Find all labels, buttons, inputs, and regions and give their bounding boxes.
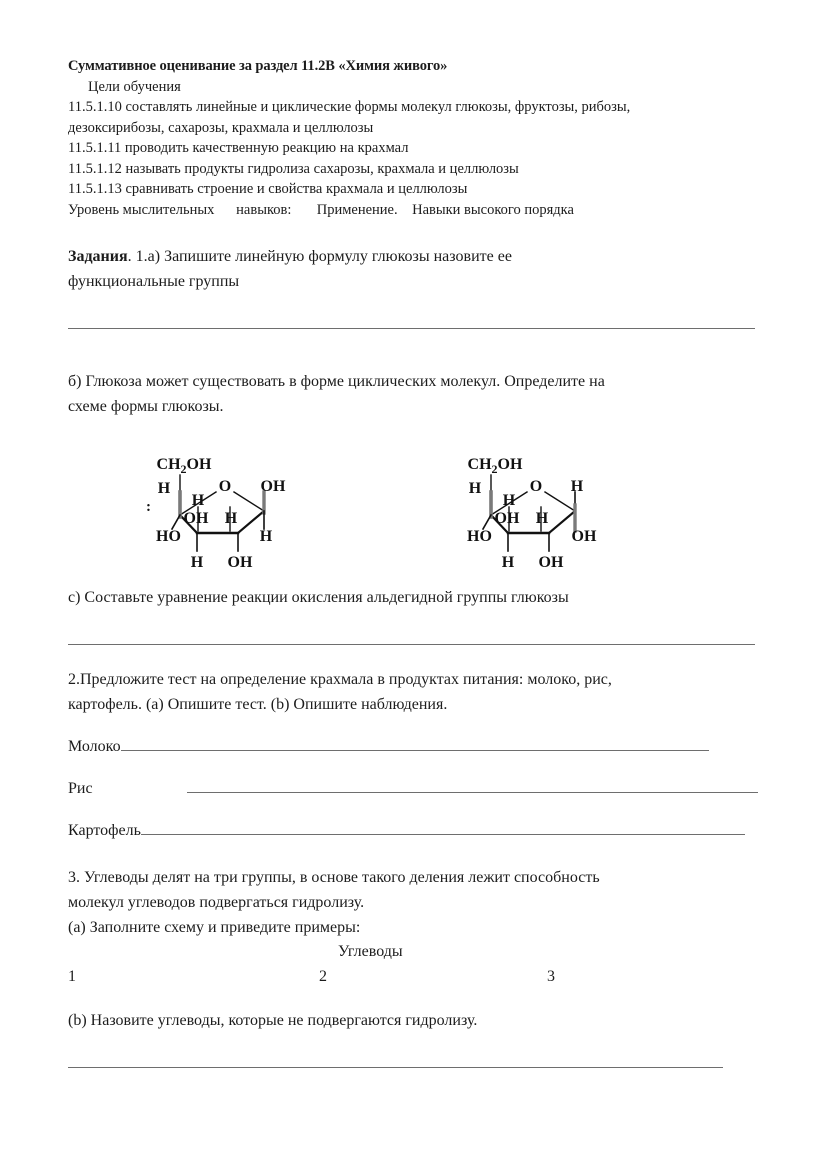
scheme-slot-1[interactable]: 1 (68, 968, 76, 985)
label-c3-h: H (190, 554, 204, 571)
objective-item: 11.5.1.13 сравнивать строение и свойства крахмала и целлюлозы (68, 181, 468, 197)
label-c5-h: H (468, 480, 482, 497)
label-c4-h: H (502, 492, 516, 509)
label-c2-oh: OH (538, 554, 564, 571)
label-c1-oh: OH (260, 478, 286, 495)
task-3b-prompt: (b) Назовите углеводы, которые не подвергаются гидролизу. (68, 1012, 478, 1029)
objective-item: 11.5.1.12 называть продукты гидролиза сахарозы, крахмала и целлюлозы (68, 160, 519, 177)
alpha-glucose-haworth-icon (142, 445, 302, 580)
task-3-line3: (a) Заполните схему и приведите примеры: (68, 919, 361, 936)
task-1a-line2: функциональные группы (68, 273, 240, 290)
label-c1-oh: OH (571, 528, 597, 545)
task-1a-line1 (68, 244, 758, 269)
label-c4-oh: OH (494, 510, 520, 527)
blank-input-potato[interactable] (141, 821, 745, 835)
objective-item: 11.5.1.10 составлять линейные и циклические формы молекул глюкозы, фруктозы, рибозы, (68, 99, 631, 115)
task-2-line2: картофель. (a) Опишите тест. (b) Опишите наблюдения. (68, 696, 448, 713)
label-ring-oxygen: O (529, 478, 543, 495)
document-title: Суммативное оценивание за раздел 11.2В «Химия живого» (68, 58, 448, 74)
blank-row-rice (68, 777, 758, 801)
blank-label-rice: Рис (68, 780, 93, 797)
answer-rule-3b (68, 1067, 723, 1068)
label-c3-h: H (501, 554, 515, 571)
task-3-line1: 3. Углеводы делят на три группы, в основе такого деления лежит способность (68, 869, 600, 886)
label-ch2oh: $CH_2OH$ (156, 456, 212, 476)
scheme-title: Углеводы (338, 943, 403, 960)
label-c2-oh: OH (227, 554, 253, 571)
blank-row-potato (68, 819, 758, 843)
blank-input-milk[interactable] (121, 737, 709, 751)
blank-label-milk: Молоко (68, 738, 121, 755)
label-c2-h: H (224, 510, 238, 527)
label-c2-h: H (535, 510, 549, 527)
blank-label-potato: Картофель (68, 822, 141, 839)
scheme-slot-3[interactable]: 3 (547, 968, 555, 985)
label-c4-h: H (191, 492, 205, 509)
label-c1-h: H (570, 478, 584, 495)
beta-glucose-haworth-icon (453, 445, 613, 580)
stray-colon-mark: : (146, 499, 151, 515)
scheme-number-row (68, 964, 758, 990)
scheme-header (68, 940, 758, 964)
label-ch2oh: $CH_2OH$ (467, 456, 523, 476)
blank-row-milk (68, 735, 758, 759)
blank-input-rice[interactable] (187, 779, 758, 793)
objective-item: дезоксирибозы, сахарозы, крахмала и целлюлозы (68, 119, 374, 136)
task-3-line2: молекул углеводов подвергаться гидролизу. (68, 894, 365, 911)
document-body (68, 56, 758, 1068)
task-1c-prompt: с) Составьте уравнение реакции окисления альдегидной группы глюкозы (68, 589, 569, 606)
task-1b-line1: б) Глюкоза может существовать в форме циклических молекул. Определите на (68, 373, 605, 390)
task-1a-prompt: . 1.а) Запишите линейную формулу глюкозы назовите ее (127, 248, 512, 265)
objectives-heading: Цели обучения (88, 79, 181, 95)
thinking-level-line: Уровень мыслительных навыков: Применение. Навыки высокого порядка (68, 201, 574, 218)
objective-item: 11.5.1.11 проводить качественную реакцию на крахмал (68, 140, 409, 156)
label-c4-oh: OH (183, 510, 209, 527)
label-c5-h: H (157, 480, 171, 497)
glucose-structures (68, 445, 758, 585)
task-1a (68, 244, 758, 294)
scheme-slot-2[interactable]: 2 (319, 968, 327, 985)
beta-glucose-structure (453, 445, 613, 585)
task-1b-line2: схеме формы глюкозы. (68, 398, 224, 415)
label-c4-ho: HO (156, 528, 181, 545)
tasks-heading: Задания (68, 248, 128, 265)
task-2-line1: 2.Предложите тест на определение крахмала в продуктах питания: молоко, рис, (68, 671, 612, 688)
label-ring-oxygen: O (218, 478, 232, 495)
alpha-glucose-structure (142, 445, 302, 585)
label-c4-ho: HO (467, 528, 492, 545)
label-c1-h: H (259, 528, 273, 545)
